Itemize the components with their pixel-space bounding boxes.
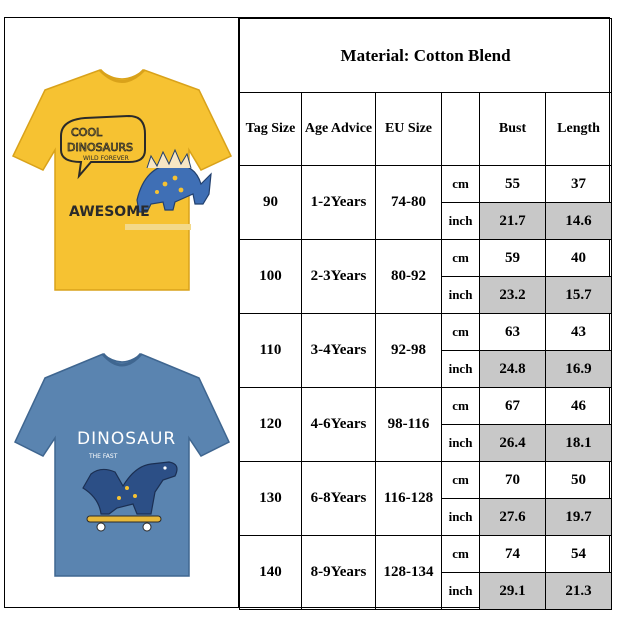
yellow-print-line2: DINOSAURS [67, 141, 133, 154]
size-chart-frame [4, 17, 610, 608]
eu-size-cell: 116-128 [376, 462, 442, 536]
bust-inch-cell: 21.7 [480, 203, 546, 240]
length-cm-cell: 46 [546, 388, 612, 425]
header-length: Length [546, 93, 612, 166]
unit-cm-cell: cm [442, 462, 480, 499]
bust-inch-cell: 26.4 [480, 425, 546, 462]
table-row [240, 314, 612, 351]
header-age-advice: Age Advice [302, 93, 376, 166]
product-photos [5, 18, 239, 607]
unit-cm-cell: cm [442, 166, 480, 203]
unit-cm-cell: cm [442, 240, 480, 277]
bust-inch-cell: 23.2 [480, 277, 546, 314]
length-cm-cell: 40 [546, 240, 612, 277]
tag-size-cell: 90 [240, 166, 302, 240]
header-eu-size: EU Size [376, 93, 442, 166]
eu-size-cell: 74-80 [376, 166, 442, 240]
yellow-print-line4: AWESOME [69, 204, 150, 220]
bust-cm-cell: 74 [480, 536, 546, 573]
header-unit [442, 93, 480, 166]
age-advice-cell: 8-9Years [302, 536, 376, 610]
bust-cm-cell: 70 [480, 462, 546, 499]
blue-print-line2: THE FAST [89, 453, 118, 460]
length-inch-cell: 18.1 [546, 425, 612, 462]
table-title: Material: Cotton Blend [240, 19, 612, 93]
blue-print-line1: DINOSAUR [77, 429, 177, 449]
age-advice-cell: 4-6Years [302, 388, 376, 462]
tag-size-cell: 120 [240, 388, 302, 462]
length-inch-cell: 19.7 [546, 499, 612, 536]
unit-inch-cell: inch [442, 351, 480, 388]
bust-cm-cell: 67 [480, 388, 546, 425]
bust-inch-cell: 27.6 [480, 499, 546, 536]
length-cm-cell: 37 [546, 166, 612, 203]
bust-inch-cell: 24.8 [480, 351, 546, 388]
length-inch-cell: 14.6 [546, 203, 612, 240]
header-bust: Bust [480, 93, 546, 166]
yellow-print-line3: WILD FOREVER [83, 155, 129, 162]
unit-cm-cell: cm [442, 536, 480, 573]
table-row [240, 536, 612, 573]
age-advice-cell: 6-8Years [302, 462, 376, 536]
age-advice-cell: 3-4Years [302, 314, 376, 388]
table-row [240, 462, 612, 499]
unit-cm-cell: cm [442, 388, 480, 425]
bust-cm-cell: 55 [480, 166, 546, 203]
eu-size-cell: 80-92 [376, 240, 442, 314]
tag-size-cell: 140 [240, 536, 302, 610]
age-advice-cell: 2-3Years [302, 240, 376, 314]
eu-size-cell: 98-116 [376, 388, 442, 462]
unit-inch-cell: inch [442, 573, 480, 610]
header-row [240, 93, 612, 166]
header-tag-size: Tag Size [240, 93, 302, 166]
eu-size-cell: 128-134 [376, 536, 442, 610]
length-inch-cell: 15.7 [546, 277, 612, 314]
length-inch-cell: 21.3 [546, 573, 612, 610]
bust-inch-cell: 29.1 [480, 573, 546, 610]
unit-inch-cell: inch [442, 425, 480, 462]
age-advice-cell: 1-2Years [302, 166, 376, 240]
unit-inch-cell: inch [442, 499, 480, 536]
unit-inch-cell: inch [442, 277, 480, 314]
length-cm-cell: 43 [546, 314, 612, 351]
table-row [240, 388, 612, 425]
table-row [240, 240, 612, 277]
tag-size-cell: 100 [240, 240, 302, 314]
unit-cm-cell: cm [442, 314, 480, 351]
size-table [239, 18, 612, 610]
eu-size-cell: 92-98 [376, 314, 442, 388]
table-row [240, 166, 612, 203]
bust-cm-cell: 63 [480, 314, 546, 351]
tag-size-cell: 110 [240, 314, 302, 388]
length-cm-cell: 50 [546, 462, 612, 499]
length-inch-cell: 16.9 [546, 351, 612, 388]
unit-inch-cell: inch [442, 203, 480, 240]
tag-size-cell: 130 [240, 462, 302, 536]
yellow-tshirt-image [5, 38, 239, 308]
blue-tshirt-image [5, 338, 239, 588]
yellow-print-line1: COOL [71, 126, 103, 139]
bust-cm-cell: 59 [480, 240, 546, 277]
length-cm-cell: 54 [546, 536, 612, 573]
